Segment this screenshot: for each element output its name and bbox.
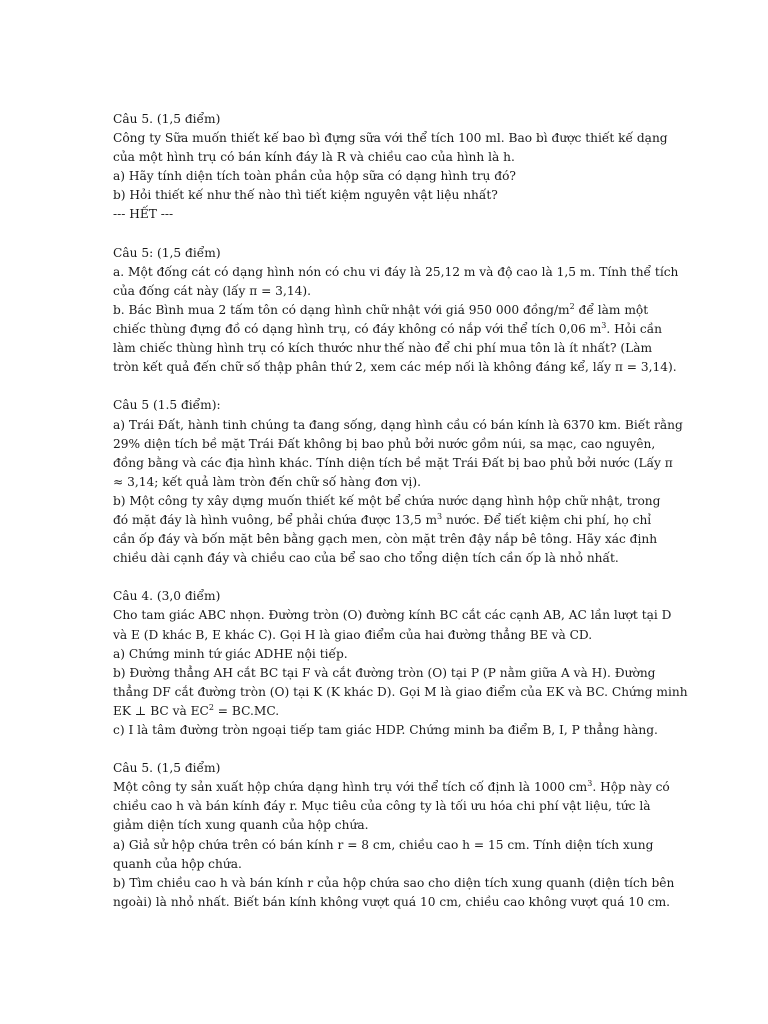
line-text: đồng bằng và các địa hình khác. Tính diện tích bề mặt Trái Đất bị bao phủ bởi nước (Lấy π: [113, 455, 673, 470]
question-heading: Câu 5: (1,5 điểm): [113, 245, 221, 260]
line-text: c) I là tâm đường tròn ngoại tiếp tam giác HDP. Chứng minh ba điểm B, I, P thẳng hàng.: [113, 723, 658, 737]
text-line: [113, 129, 668, 148]
line-text: EK ⊥ BC và EC: [113, 703, 209, 718]
line-text-continued: . Hỏi cần: [606, 322, 663, 337]
line-text: ≈ 3,14; kết quả làm tròn đến chữ số hàng đơn vị).: [113, 474, 421, 489]
text-line: [113, 205, 658, 224]
line-text: thẳng DF cắt đường tròn (O) tại K (K khác D). Gọi M là giao điểm của EK và BC. Chứng minh: [113, 684, 688, 699]
line-text-continued: . Hộp này có: [592, 780, 670, 795]
question-heading: Câu 4. (3,0 điểm): [113, 589, 221, 604]
line-text: quanh của hộp chứa.: [113, 856, 242, 871]
line-text: --- HẾT ---: [113, 207, 174, 222]
line-text: b. Bác Bình mua 2 tấm tôn có dạng hình chữ nhật với giá 950 000 đồng/m: [113, 302, 570, 317]
text-line: [113, 263, 679, 282]
text-line: [113, 721, 658, 740]
line-text: 29% diện tích bề mặt Trái Đất không bị bao phủ bởi nước gồm núi, sa mạc, cao nguyên,: [113, 436, 656, 451]
line-text: a) Trái Đất, hành tinh chúng ta đang sống, dạng hình cầu có bán kính là 6370 km. Biết rằng: [113, 417, 683, 432]
text-line: [113, 645, 658, 664]
superscript: 2: [208, 702, 214, 712]
line-text: Công ty Sữa muốn thiết kế bao bì đựng sữa với thể tích 100 ml. Bao bì được thiết kế dạng: [113, 131, 668, 146]
line-text: cần ốp đáy và bốn mặt bên bằng gạch men, còn mặt trên đậy nắp bê tông. Hãy xác định: [113, 532, 658, 547]
text-line: [113, 778, 670, 797]
line-text: Một công ty sản xuất hộp chứa dạng hình trụ với thể tích cố định là 1000 cm: [113, 780, 588, 795]
line-text: của một hình trụ có bán kính đáy là R và chiều cao của hình là h.: [113, 150, 515, 165]
line-text: b) Một công ty xây dựng muốn thiết kế một bể chứa nước dạng hình hộp chữ nhật, trong: [113, 493, 661, 508]
line-text: a) Giả sử hộp chứa trên có bán kính r = 8 cm, chiều cao h = 15 cm. Tính diện tích xung: [113, 837, 654, 852]
text-line: [113, 339, 658, 358]
question-heading: Câu 5. (1,5 điểm): [113, 112, 221, 126]
line-text: ngoài) là nhỏ nhất. Biết bán kính không vượt quá 10 cm, chiều cao không vượt quá 10 cm.: [113, 894, 671, 909]
text-line: [113, 530, 658, 549]
text-line: [113, 874, 675, 893]
line-text: a) Hãy tính diện tích toàn phần của hộp sữa có dạng hình trụ đó?: [113, 169, 516, 184]
question-heading: Câu 5 (1.5 điểm):: [113, 398, 221, 413]
text-line: [113, 797, 658, 816]
line-text: tròn kết quả đến chữ số thập phân thứ 2, xem các mép nối là không đáng kể, lấy π = 3,14).: [113, 360, 677, 375]
question-section: [113, 759, 675, 912]
text-line: [113, 511, 658, 530]
superscript: 3: [437, 511, 443, 521]
text-line: [113, 606, 672, 625]
question-heading: Câu 5. (1,5 điểm): [113, 761, 221, 776]
question-section: [113, 587, 688, 740]
line-text: chiều dài cạnh đáy và chiều cao của bể sao cho tổng diện tích cần ốp là nhỏ nhất.: [113, 551, 619, 566]
superscript: 3: [587, 779, 593, 789]
line-text: và E (D khác B, E khác C). Gọi H là giao điểm của hai đường thẳng BE và CD.: [113, 627, 593, 642]
line-text: Cho tam giác ABC nhọn. Đường tròn (O) đường kính BC cắt các cạnh AB, AC lần lượt tại D: [113, 608, 672, 623]
question-section: [113, 110, 668, 225]
text-line: [113, 702, 658, 721]
superscript: 2: [569, 301, 575, 311]
text-line: [113, 282, 658, 301]
line-text: a. Một đống cát có dạng hình nón có chu vi đáy là 25,12 m và độ cao là 1,5 m. Tính thể tích: [113, 264, 679, 279]
text-line: [113, 683, 688, 702]
line-text: b) Tìm chiều cao h và bán kính r của hộp chứa sao cho diện tích xung quanh (diện tích bên: [113, 875, 675, 890]
text-line: [113, 148, 658, 167]
text-line: [113, 816, 658, 835]
text-line: [113, 167, 658, 186]
question-section: [113, 396, 683, 568]
line-text: a) Chứng minh tứ giác ADHE nội tiếp.: [113, 646, 348, 661]
line-text: làm chiếc thùng hình trụ có kích thước như thế nào để chi phí mua tôn là ít nhất? (Làm: [113, 341, 653, 356]
line-text: chiếc thùng đựng đồ có dạng hình trụ, có đáy không có nắp với thể tích 0,06 m: [113, 322, 602, 337]
question-section: [113, 244, 679, 378]
text-line: [113, 492, 661, 511]
text-line: [113, 836, 658, 855]
line-text-continued: nước. Để tiết kiệm chi phí, họ chỉ: [442, 512, 652, 527]
text-line: [113, 435, 658, 454]
text-line: [113, 473, 658, 492]
text-line: [113, 358, 677, 377]
line-text: đó mặt đáy là hình vuông, bể phải chứa được 13,5 m: [113, 512, 438, 527]
line-text: chiều cao h và bán kính đáy r. Mục tiêu của công ty là tối ưu hóa chi phí vật liệu, tức là: [113, 799, 651, 814]
text-line: [113, 664, 658, 683]
text-line: [113, 855, 658, 874]
text-line: [113, 626, 658, 645]
text-line: [113, 454, 673, 473]
text-line: [113, 320, 663, 339]
text-line: [113, 893, 671, 912]
text-line: [113, 549, 658, 568]
superscript: 3: [601, 321, 607, 331]
line-text: của đống cát này (lấy π = 3,14).: [113, 283, 311, 298]
text-line: [113, 301, 658, 320]
line-text-continued: = BC.MC.: [213, 703, 280, 718]
line-text: b) Đường thẳng AH cắt BC tại F và cắt đường tròn (O) tại P (P nằm giữa A và H). Đường: [113, 665, 656, 680]
text-line: [113, 186, 658, 205]
document-page: [113, 110, 688, 931]
line-text-continued: để làm một: [574, 302, 649, 317]
line-text: b) Hỏi thiết kế như thế nào thì tiết kiệm nguyên vật liệu nhất?: [113, 188, 498, 203]
line-text: giảm diện tích xung quanh của hộp chứa.: [113, 818, 369, 833]
text-line: [113, 416, 683, 435]
